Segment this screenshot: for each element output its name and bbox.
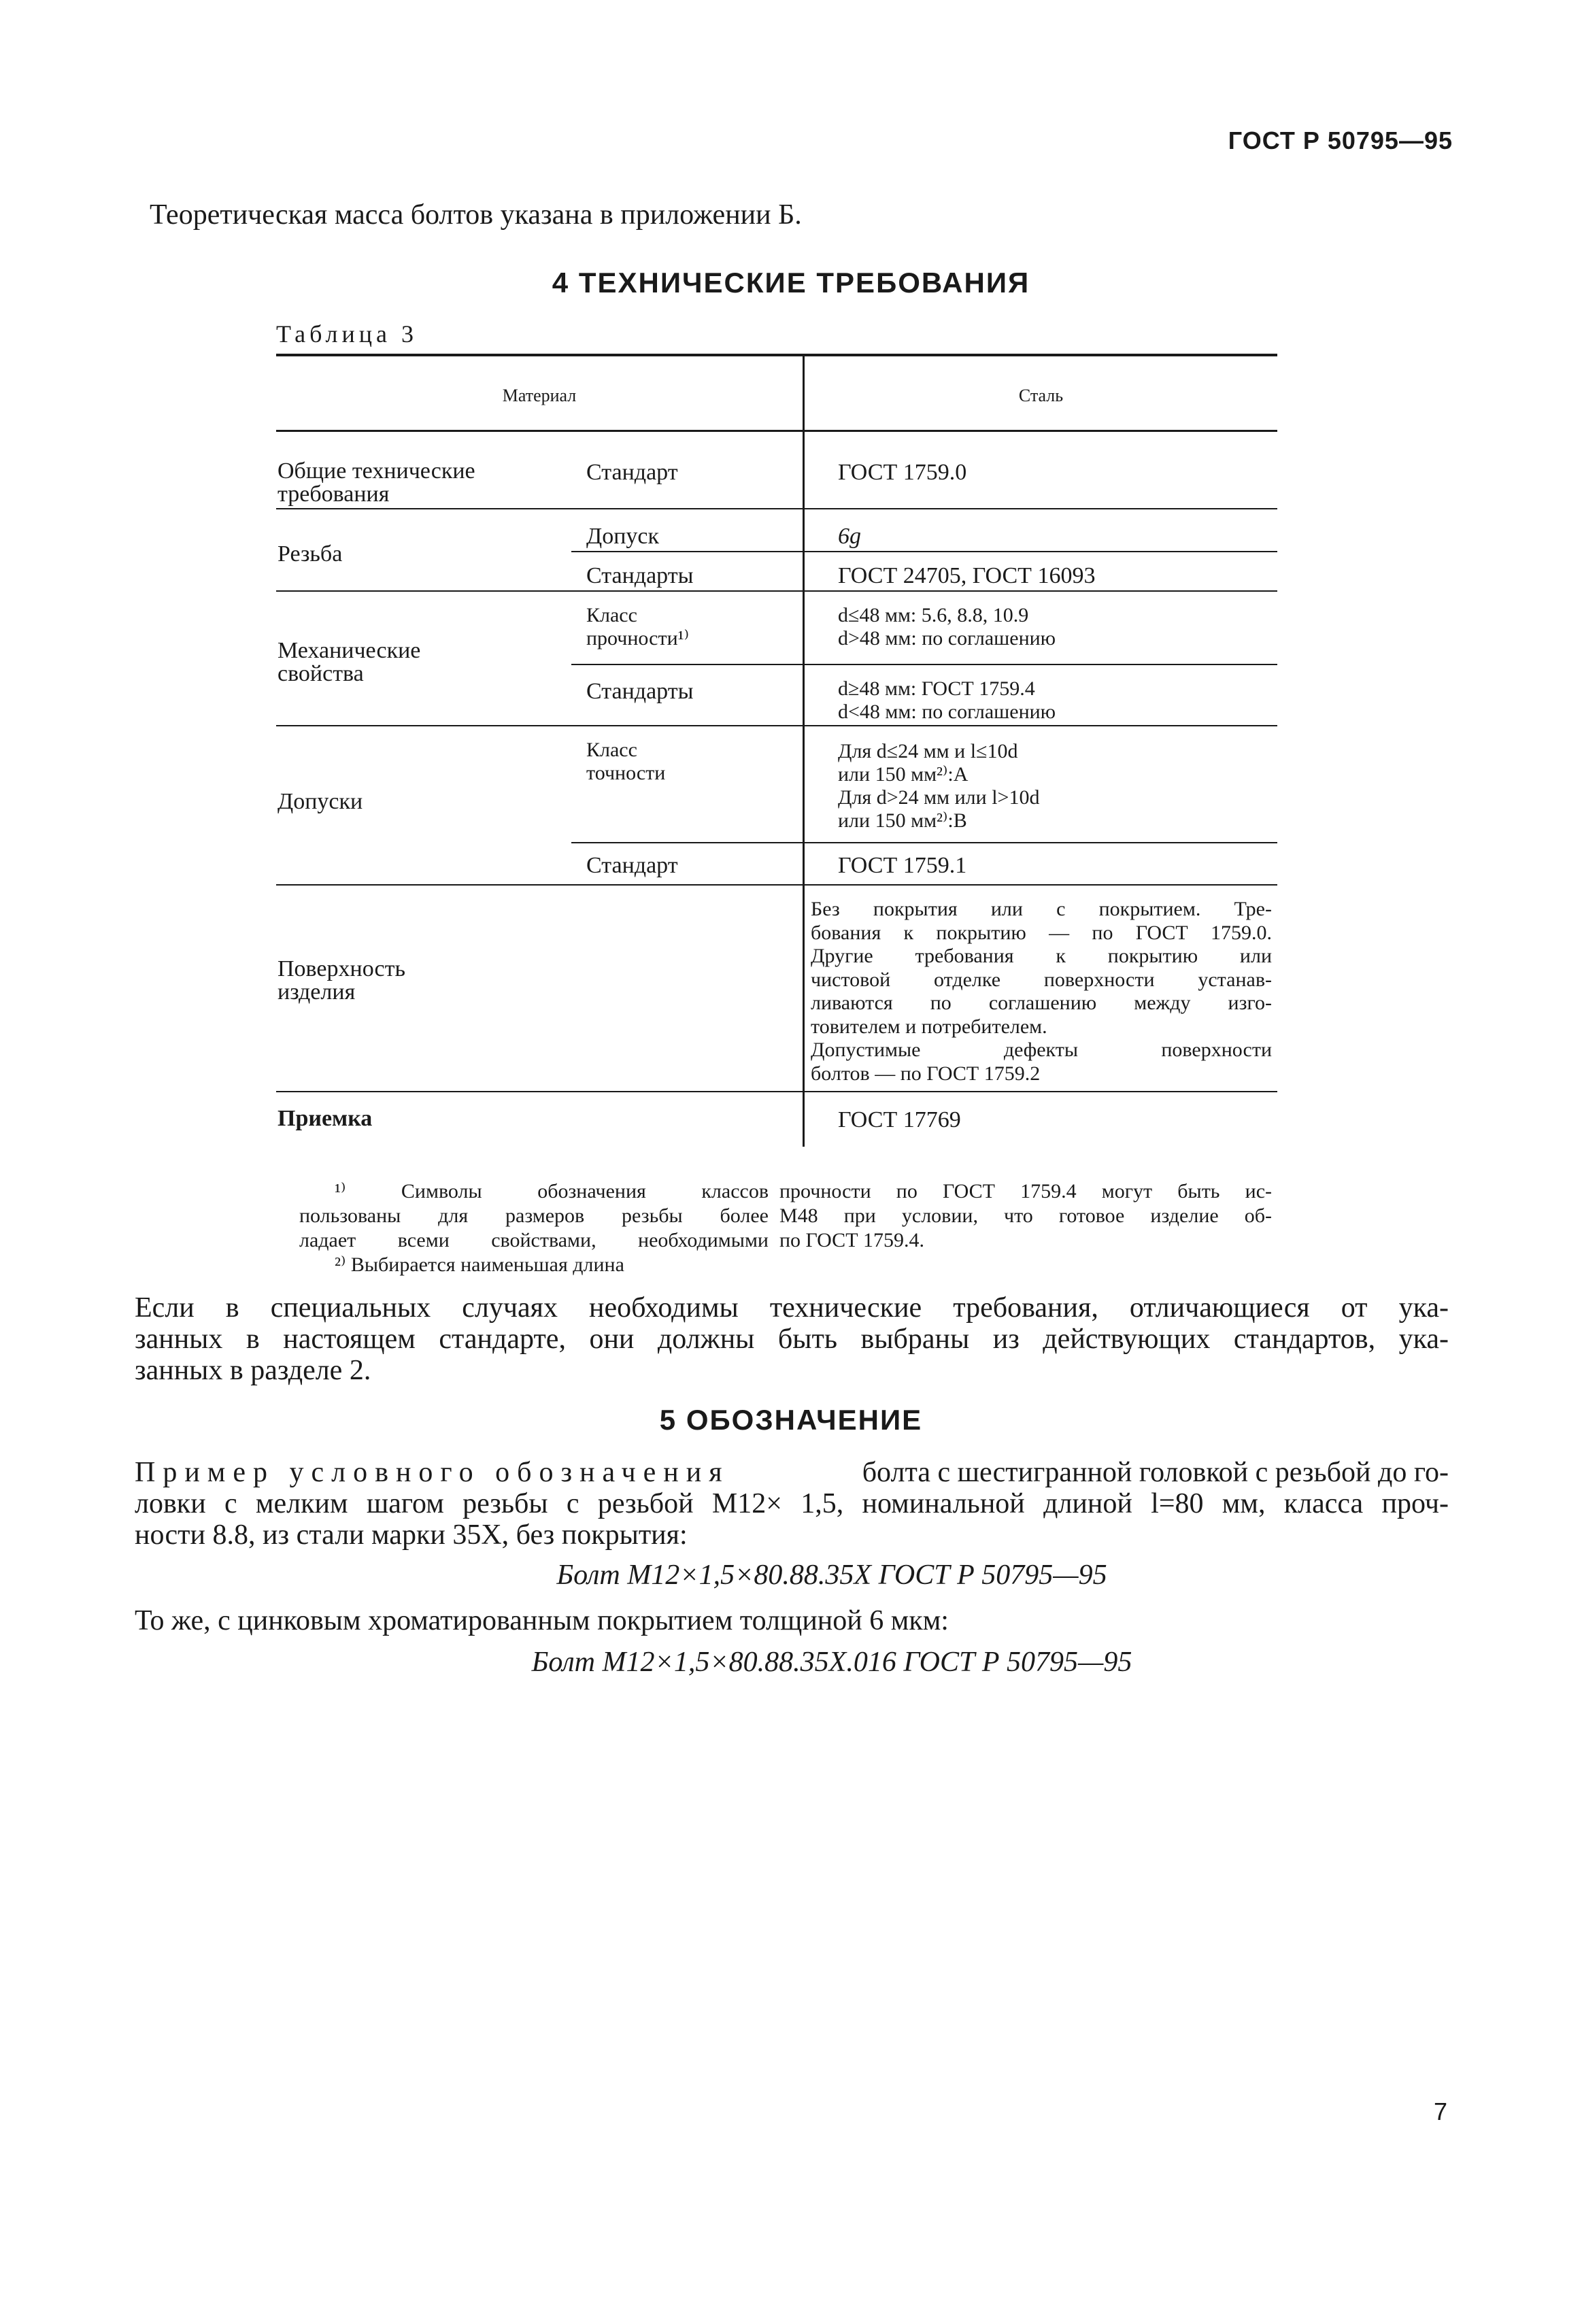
row-tol-class-value: Для d≤24 мм и l≤10d или 150 мм²⁾:А Для d>24 мм или l>10d или 150 мм²⁾:В [838,740,1040,832]
row-thread-sub-standards: Стандарты [586,563,694,588]
row-surface-value: Без покрытия или с покрытием. Тре- бования к покрытию — по ГОСТ 1759.0. Другие требования к покрытию или чистовой отделке поверхности устанав- ливаются по соглашению между изго- товителем и потребителем. Допустимые дефекты поверхности болтов — по ГОСТ 1759.2 [811,898,1272,1085]
table-top-rule [276,354,1277,356]
row-rule [571,551,1277,552]
table-header-steel: Сталь [1018,386,1064,405]
row-thread-sub-tolerance: Допуск [586,524,659,549]
row-rule [276,725,1277,726]
row-tol-label: Допуски [277,789,363,814]
row-accept-label: Приемка [277,1106,373,1131]
row-general-value: ГОСТ 1759.0 [838,460,967,485]
footnote-1-right: прочности по ГОСТ 1759.4 могут быть ис- М48 при условии, что готовое изделие об- по ГОСТ 1759.4. [779,1180,1272,1251]
row-rule [276,508,1277,509]
row-accept-value: ГОСТ 17769 [838,1107,961,1132]
section-5-title: 5 ОБОЗНАЧЕНИЕ [659,1404,923,1436]
footnote-1-left: ¹⁾ Символы обозначения классов пользованы для размеров резьбы более ладает всеми свойствами, необходимыми [299,1180,769,1251]
row-surface-label: Поверхность изделия [277,956,405,1005]
special-cases-paragraph: Если в специальных случаях необходимы технические требования, отличающиеся от ука- занных в настоящем стандарте, они должны быть выбраны из действующих стандартов, ука- занных в разделе 2. [135,1292,1449,1386]
row-rule [571,842,1277,843]
row-thread-standards-value: ГОСТ 24705, ГОСТ 16093 [838,563,1096,588]
same-with-coating-text: То же, с цинковым хроматированным покрытием толщиной 6 мкм: [135,1605,949,1636]
designation-formula-2: Болт М12×1,5×80.88.35Х.016 ГОСТ Р 50795—95 [531,1647,1132,1678]
designation-example-paragraph: Пример условного обозначения болта с шестигранной головкой с резьбой до го- ловки с мелким шагом резьбы с резьбой М12× 1,5, номинальной длиной l=80 мм, класса проч- ности 8.8, из стали марки 35Х, без покрытия: [135,1457,1449,1551]
row-rule [276,1091,1277,1092]
row-rule [276,884,1277,886]
row-mech-sub-class: Класс прочности¹⁾ [586,604,690,650]
table-column-divider [803,356,805,1147]
designation-formula-1: Болт М12×1,5×80.88.35Х ГОСТ Р 50795—95 [556,1560,1107,1591]
table-header-rule [276,430,1277,432]
row-general-label: Общие технические требования [277,458,475,507]
document-code-header: ГОСТ Р 50795—95 [1228,127,1453,154]
table-caption: Таблица 3 [276,320,418,348]
row-tol-standard-value: ГОСТ 1759.1 [838,853,967,878]
row-tol-sub-standard: Стандарт [586,853,678,878]
row-thread-tolerance-value: 6g [838,524,861,549]
page-number: 7 [1434,2098,1448,2125]
row-mech-sub-standards: Стандарты [586,679,694,704]
row-mech-standards-value: d≥48 мм: ГОСТ 1759.4 d<48 мм: по соглашению [838,677,1056,723]
row-general-sub: Стандарт [586,460,678,485]
row-thread-label: Резьба [277,541,343,567]
footnote-2: ²⁾ Выбирается наименьшая длина [335,1253,624,1276]
section-4-title: 4 ТЕХНИЧЕСКИЕ ТРЕБОВАНИЯ [552,267,1030,299]
row-rule [276,590,1277,592]
row-mech-class-value: d≤48 мм: 5.6, 8.8, 10.9 d>48 мм: по соглашению [838,604,1056,650]
intro-text: Теоретическая масса болтов указана в приложении Б. [150,199,802,231]
row-tol-sub-class: Класс точности [586,739,666,784]
table-header-material: Материал [502,386,577,405]
row-rule [571,664,1277,665]
row-mech-label: Механические свойства [277,638,421,686]
